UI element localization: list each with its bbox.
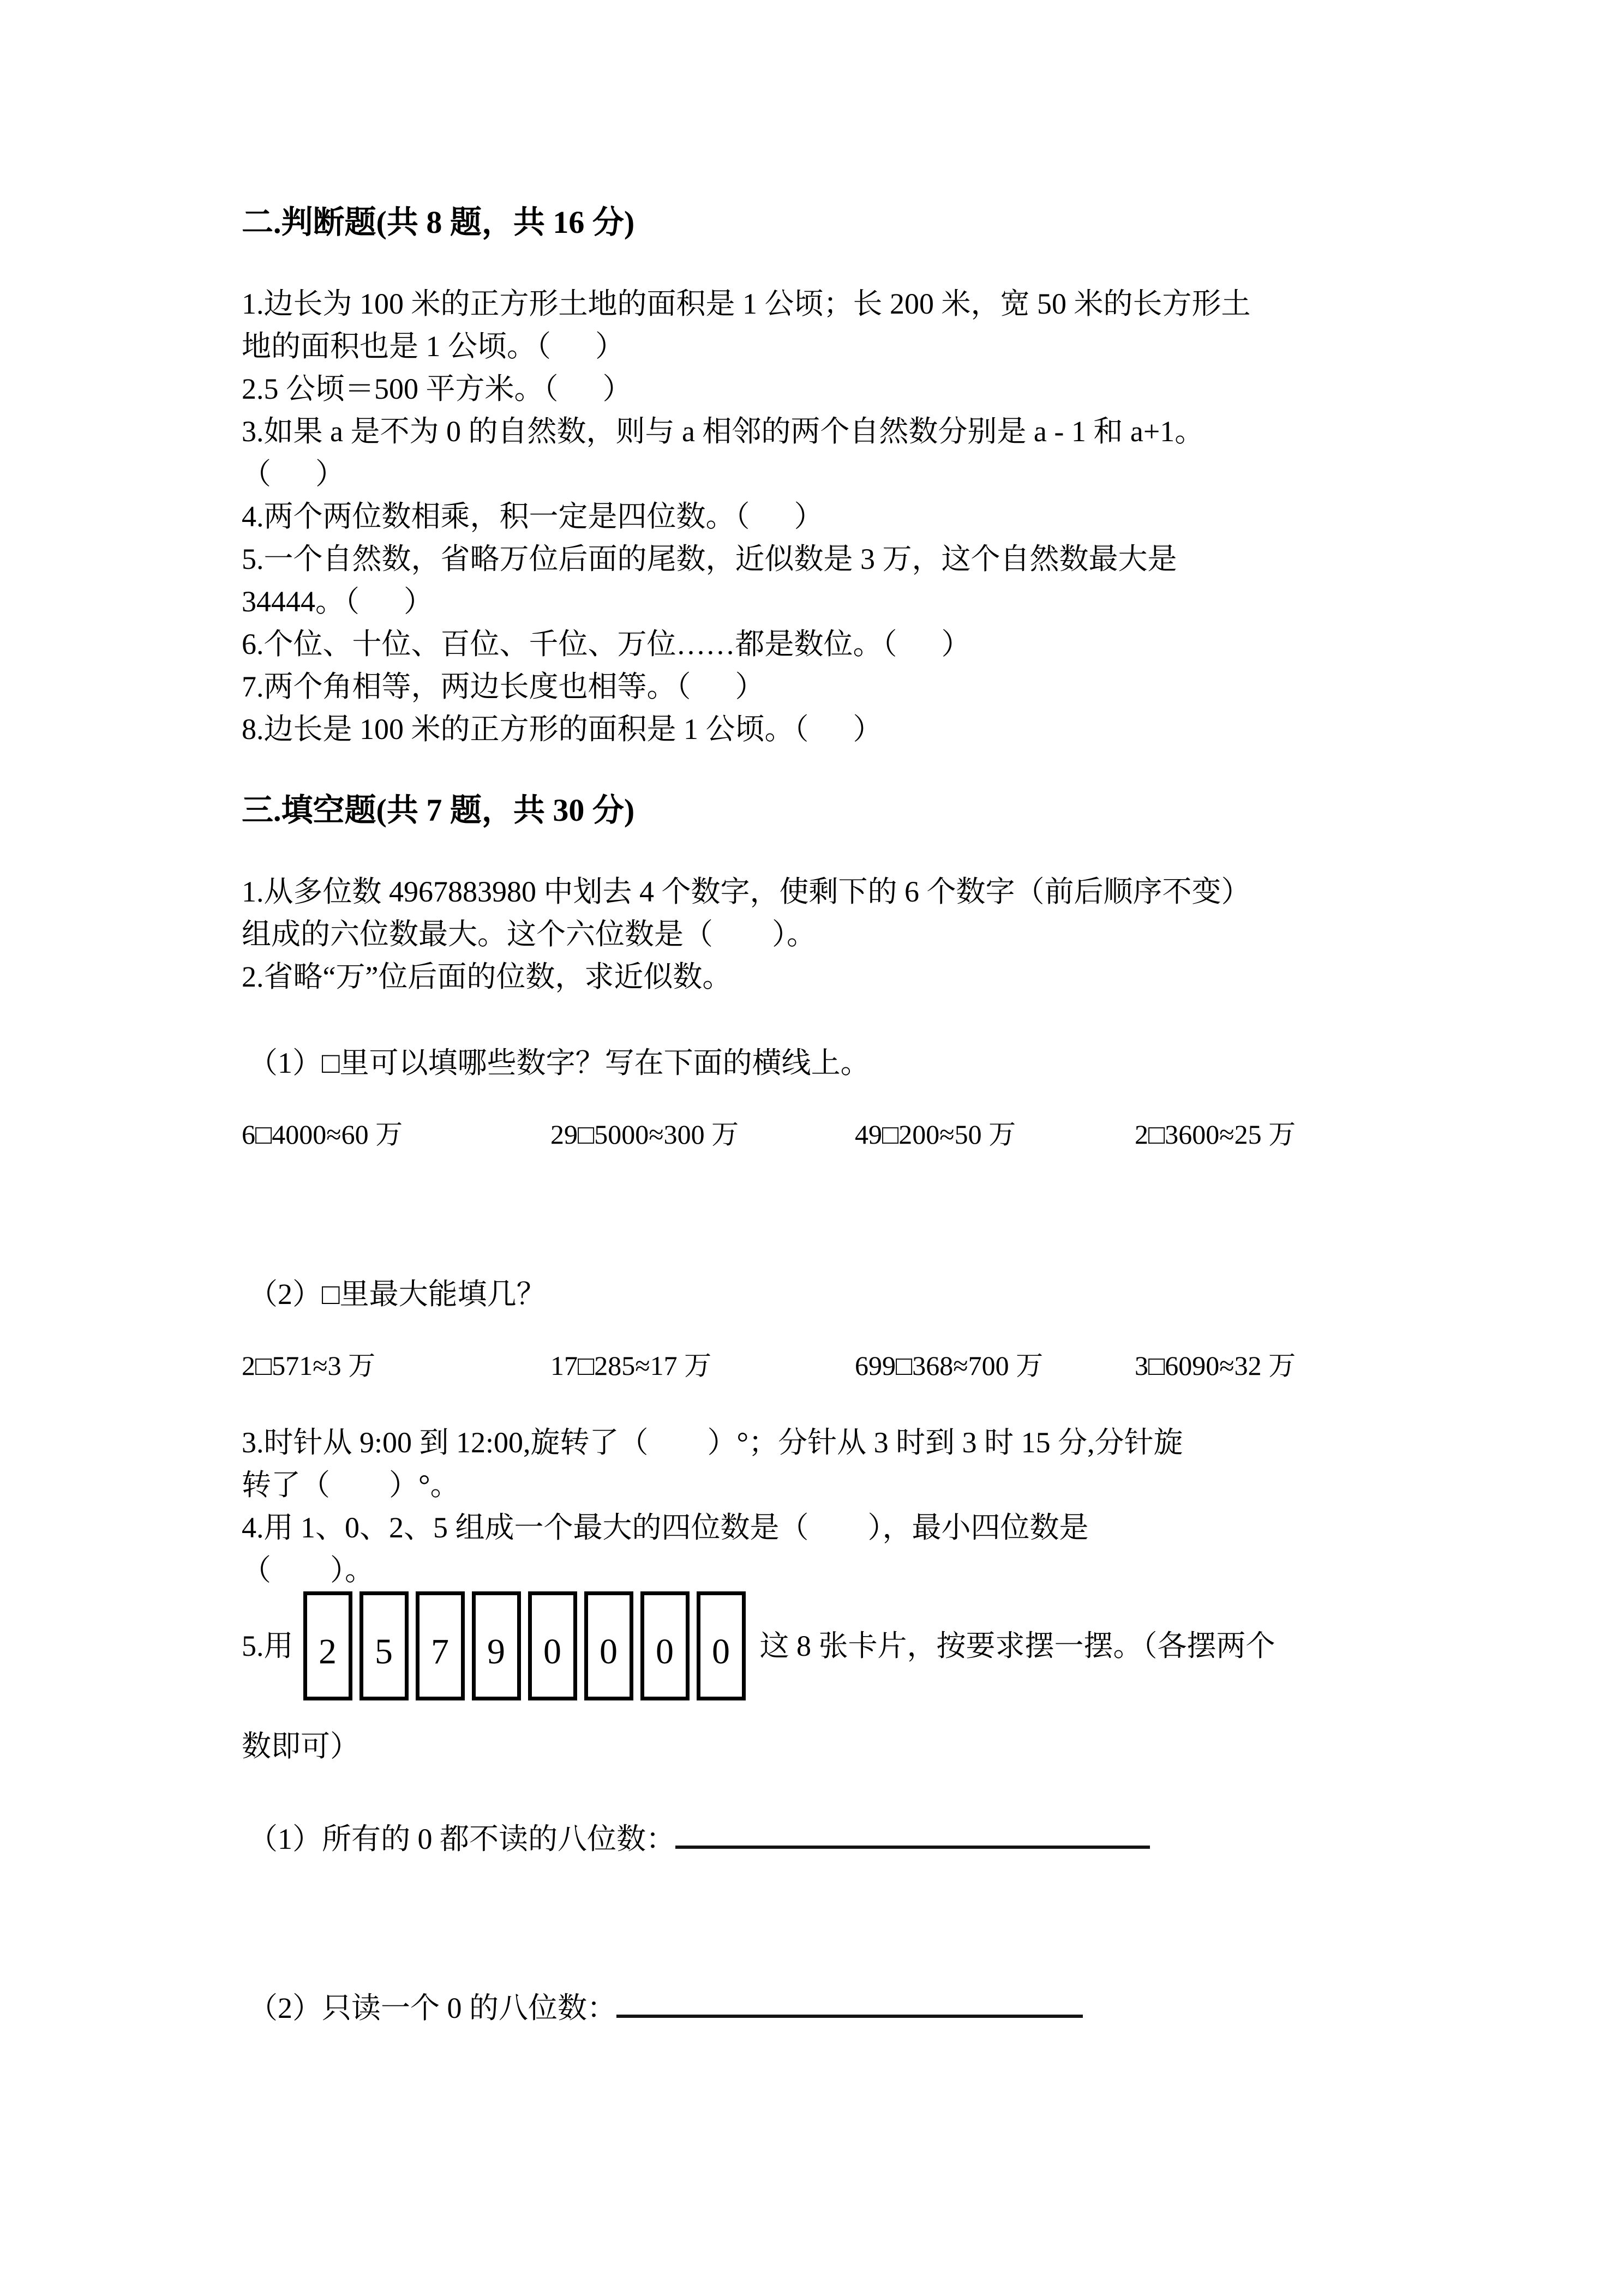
fill-q5-continuation: 数即可）	[242, 1730, 359, 1763]
fill-question-1: 1.从多位数 4967883980 中划去 4 个数字，使剩下的 6 个数字（前后顺序不变） 组成的六位数最大。这个六位数是（ ）。	[242, 875, 1251, 951]
fill-q2-sub1-equations	[242, 1117, 1398, 1152]
fill-question-3: 3.时针从 9:00 到 12:00,旋转了（ ）°；分针从 3 时到 3 时 15 分,分针旋 转了（ ）°。	[242, 1426, 1183, 1501]
equation: 699□368≈700 万	[855, 1350, 1044, 1381]
judge-question-5: 5.一个自然数，省略万位后面的尾数，近似数是 3 万，这个自然数最大是 34444。（ ）	[242, 543, 1177, 618]
judge-question-3: 3.如果 a 是不为 0 的自然数，则与 a 相邻的两个自然数分别是 a - 1 和 a+1。 （ ）	[242, 415, 1204, 490]
fill-question-5	[242, 1591, 1398, 1700]
judge-question-1: 1.边长为 100 米的正方形土地的面积是 1 公顷；长 200 米，宽 50 米的长方形土 地的面积也是 1 公顷。（ ）	[242, 287, 1251, 363]
equation: 3□6090≈32 万	[1135, 1350, 1296, 1381]
judge-question-8: 8.边长是 100 米的正方形的面积是 1 公顷。（ ）	[242, 713, 883, 746]
digit-card: 0	[584, 1591, 633, 1700]
judge-question-6: 6.个位、十位、百位、千位、万位……都是数位。（ ）	[242, 628, 971, 660]
section-fill-title: 三.填空题(共 7 题，共 30 分)	[242, 792, 635, 828]
fill-q2-sub2-prompt: （2）□里最大能填几？	[248, 1278, 546, 1311]
fill-question-4: 4.用 1、0、2、5 组成一个最大的四位数是（ ），最小四位数是 （ ）。	[242, 1511, 1089, 1586]
fill-question-2: 2.省略“万”位后面的位数，求近似数。	[242, 960, 732, 993]
digit-card: 9	[472, 1591, 521, 1700]
digit-card: 7	[416, 1591, 465, 1700]
fill-q5-sub2-label: （2）只读一个 0 的八位数：	[248, 1992, 616, 2024]
fill-q5-suffix: 这 8 张卡片，按要求摆一摆。（各摆两个	[759, 1630, 1275, 1662]
equation: 2□571≈3 万	[242, 1350, 376, 1381]
digit-card: 0	[528, 1591, 577, 1700]
equation: 17□285≈17 万	[550, 1350, 712, 1381]
digit-card-strip	[303, 1591, 746, 1700]
worksheet-content	[242, 201, 1398, 2059]
fill-q5-sub1-label: （1）所有的 0 都不读的八位数：	[248, 1823, 675, 1855]
answer-blank-line	[675, 1814, 1150, 1849]
digit-card: 2	[303, 1591, 352, 1700]
answer-blank-line	[616, 1983, 1083, 2018]
fill-q5-prefix: 5.用	[242, 1630, 293, 1662]
fill-q5-sub2	[242, 1983, 1398, 2029]
equation: 6□4000≈60 万	[242, 1119, 403, 1150]
equation: 29□5000≈300 万	[550, 1119, 739, 1150]
fill-q2-sub2-equations	[242, 1348, 1398, 1383]
digit-card: 0	[640, 1591, 690, 1700]
digit-card: 5	[359, 1591, 409, 1700]
fill-q2-sub1-prompt: （1）□里可以填哪些数字？写在下面的横线上。	[248, 1047, 870, 1079]
judge-question-2: 2.5 公顷＝500 平方米。（ ）	[242, 372, 632, 405]
equation: 2□3600≈25 万	[1135, 1119, 1296, 1150]
section-judge-title: 二.判断题(共 8 题，共 16 分)	[242, 205, 635, 240]
digit-card: 0	[697, 1591, 746, 1700]
judge-question-7: 7.两个角相等，两边长度也相等。（ ）	[242, 670, 765, 703]
fill-q5-sub1	[242, 1814, 1398, 1860]
judge-question-4: 4.两个两位数相乘，积一定是四位数。（ ）	[242, 500, 824, 533]
equation: 49□200≈50 万	[855, 1119, 1016, 1150]
